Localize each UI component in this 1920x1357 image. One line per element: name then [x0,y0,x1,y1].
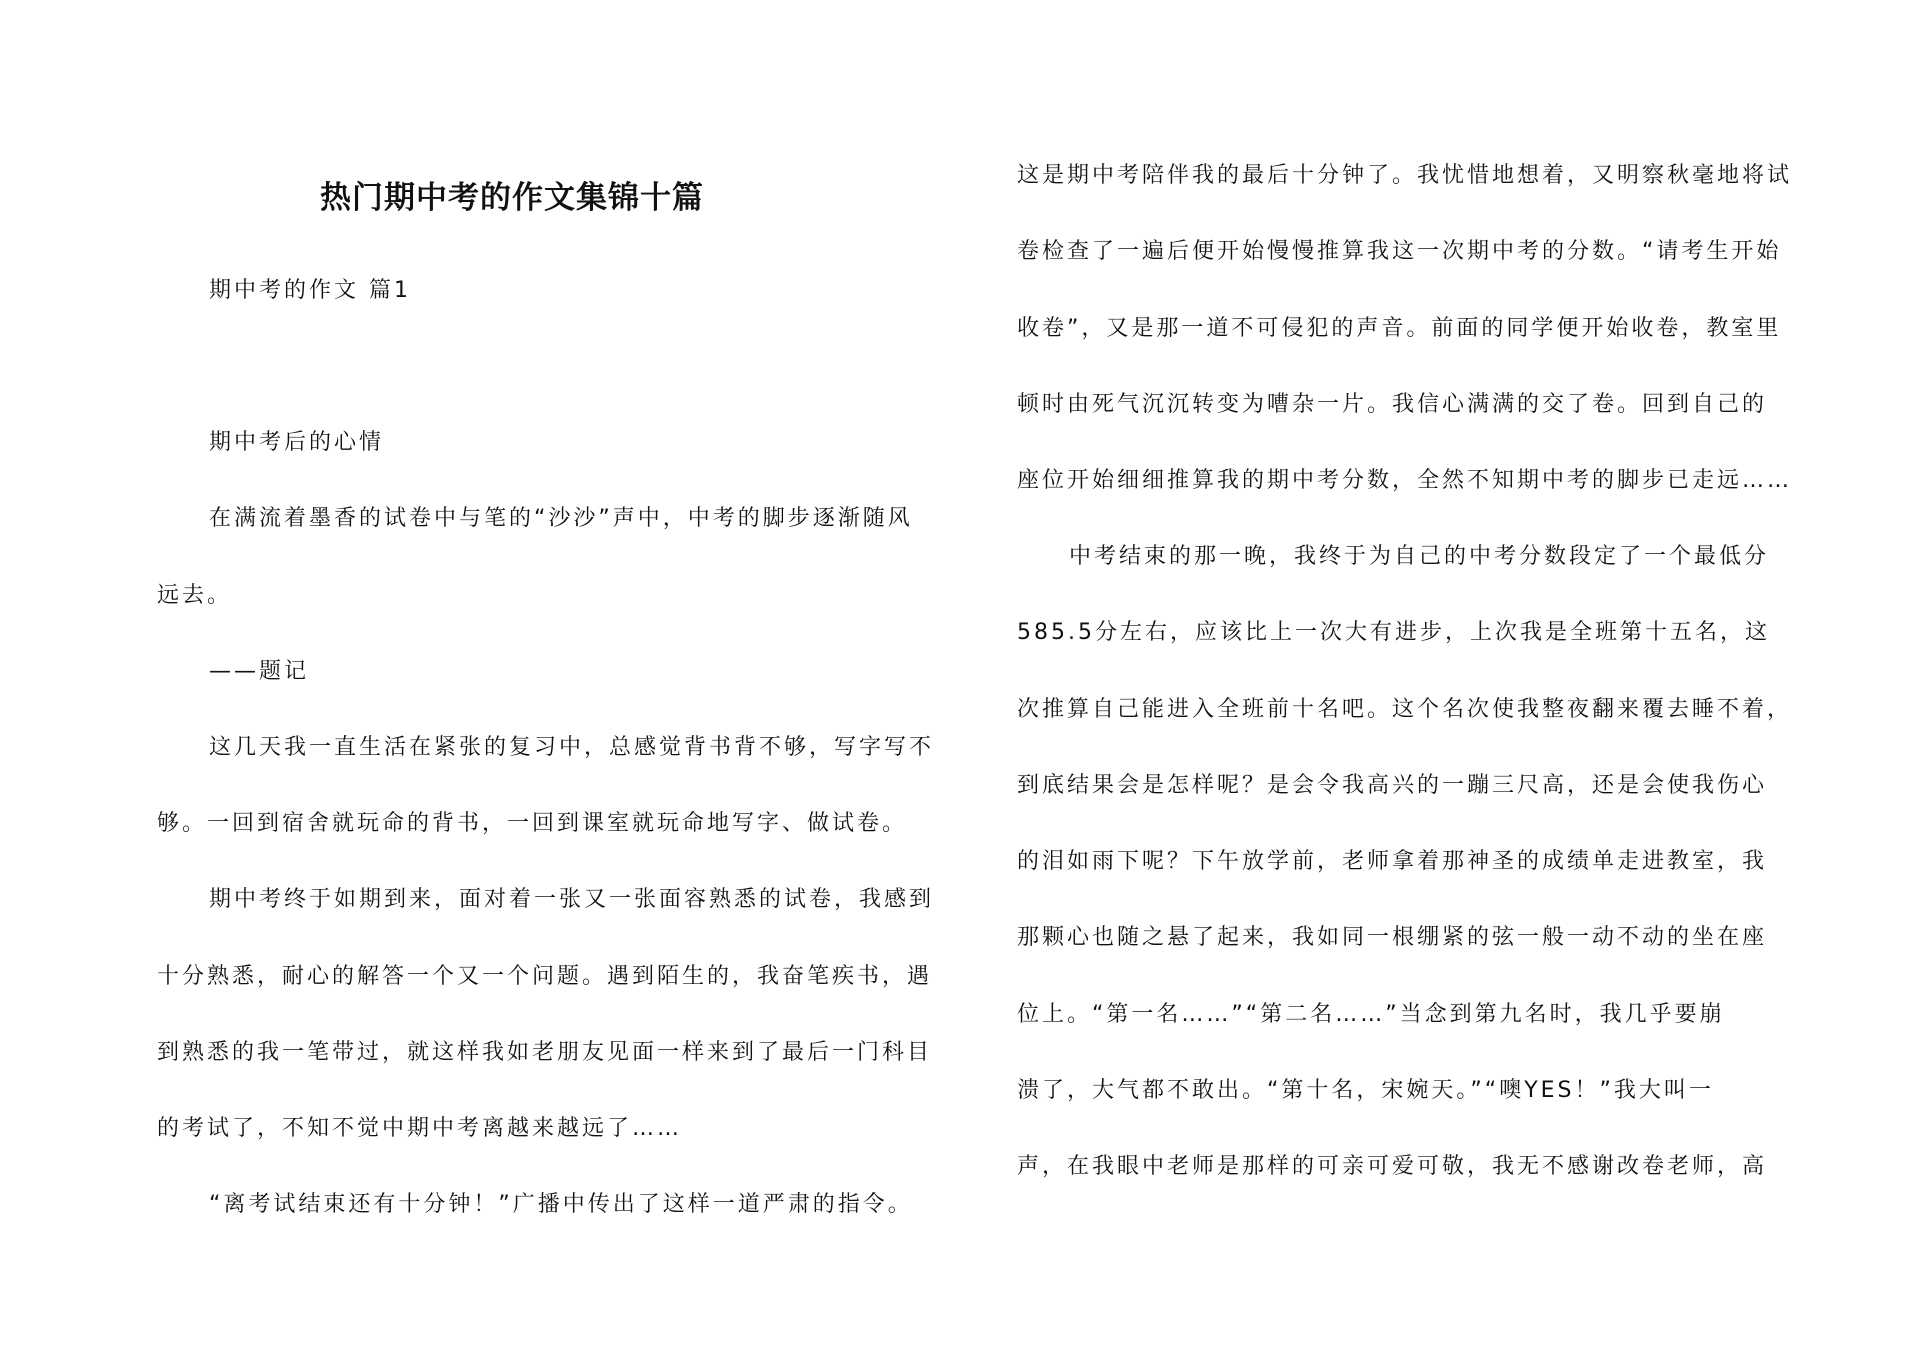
paragraph-line: 到底结果会是怎样呢？是会令我高兴的一蹦三尺高，还是会使我伤心 [1017,773,1768,798]
paragraph-line: 这几天我一直生活在紧张的复习中，总感觉背书背不够，写字写不 [209,735,935,760]
paragraph-line: 够。一回到宿舍就玩命的背书，一回到课室就玩命地写字、做试卷。 [157,811,908,836]
paragraph-line: 的泪如雨下呢？下午放学前，老师拿着那神圣的成绩单走进教室，我 [1017,849,1768,874]
essay-title: 期中考后的心情 [209,430,385,455]
paragraph-line: 远去。 [157,583,233,608]
paragraph-line: 的考试了，不知不觉中期中考离越来越远了…… [157,1116,683,1141]
paragraph-line: 期中考终于如期到来，面对着一张又一张面容熟悉的试卷，我感到 [209,887,935,912]
paragraph-line: 中考结束的那一晚，我终于为自己的中考分数段定了一个最低分 [1069,544,1770,569]
paragraph-line: 座位开始细细推算我的期中考分数，全然不知期中考的脚步已走远…… [1017,468,1793,493]
paragraph-line: 位上。“第一名……”“第二名……”当念到第九名时，我几乎要崩 [1017,1002,1725,1027]
paragraph-line: 收卷”，又是那一道不可侵犯的声音。前面的同学便开始收卷，教室里 [1017,316,1782,341]
document-title: 热门期中考的作文集锦十篇 [320,180,704,216]
paragraph-line: 585.5分左右，应该比上一次大有进步，上次我是全班第十五名，这 [1017,620,1770,645]
paragraph-line: 十分熟悉，耐心的解答一个又一个问题。遇到陌生的，我奋笔疾书，遇 [157,964,933,989]
section-heading: 期中考的作文 篇1 [209,278,411,303]
paragraph-line: “离考试结束还有十分钟！”广播中传出了这样一道严肃的指令。 [209,1192,913,1217]
paragraph-line: 声，在我眼中老师是那样的可亲可爱可敬，我无不感谢改卷老师，高 [1017,1154,1768,1179]
paragraph-line: 在满流着墨香的试卷中与笔的“沙沙”声中，中考的脚步逐渐随风 [209,506,913,531]
paragraph-line: 溃了，大气都不敢出。“第十名，宋婉天。”“噢YES！”我大叫一 [1017,1078,1714,1103]
paragraph-line: 这是期中考陪伴我的最后十分钟了。我忧惜地想着，又明察秋毫地将试 [1017,163,1793,188]
paragraph-line: 顿时由死气沉沉转变为嘈杂一片。我信心满满的交了卷。回到自己的 [1017,392,1768,417]
paragraph-line: 卷检查了一遍后便开始慢慢推算我这一次期中考的分数。“请考生开始 [1017,239,1782,264]
paragraph-line: 到熟悉的我一笔带过，就这样我如老朋友见面一样来到了最后一门科目 [157,1040,933,1065]
paragraph-line: 那颗心也随之悬了起来，我如同一根绷紧的弦一般一动不动的坐在座 [1017,925,1768,950]
epigraph-attribution: ——题记 [209,659,310,684]
paragraph-line: 次推算自己能进入全班前十名吧。这个名次使我整夜翻来覆去睡不着， [1017,697,1793,722]
